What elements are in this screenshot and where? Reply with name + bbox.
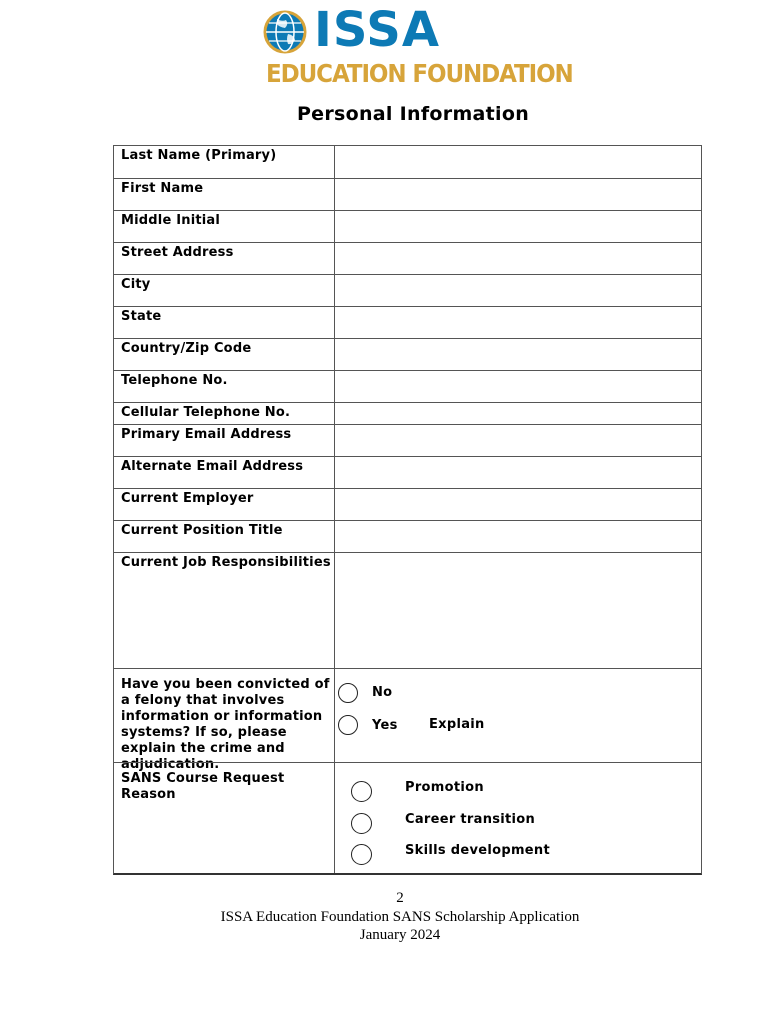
row-country-zip (114, 338, 701, 370)
telephone-field[interactable] (335, 371, 701, 402)
row-felony-question (114, 668, 701, 772)
row-job-responsibilities (114, 552, 701, 668)
row-state (114, 306, 701, 338)
felony-explain-label: Explain (429, 717, 485, 732)
field-label: Current Position Title (121, 523, 283, 538)
row-street-address (114, 242, 701, 274)
field-label: Country/Zip Code (121, 341, 252, 356)
position-title-field[interactable] (335, 521, 701, 552)
cellular-telephone-field[interactable] (335, 403, 701, 425)
sans-reason-label: SANS Course Request Reason (121, 771, 285, 802)
felony-yes-radio[interactable] (338, 715, 358, 735)
row-first-name (114, 178, 701, 210)
field-label: Cellular Telephone No. (121, 405, 291, 420)
career-transition-radio[interactable] (351, 813, 372, 834)
current-employer-field[interactable] (335, 489, 701, 520)
row-telephone (114, 370, 701, 402)
globe-icon (263, 10, 307, 54)
logo-wordmark: ISSA (314, 2, 440, 58)
logo-subtitle: EDUCATION FOUNDATION (266, 59, 573, 88)
row-alternate-email (114, 456, 701, 488)
felony-no-radio[interactable] (338, 683, 358, 703)
row-sans-reason (114, 762, 701, 874)
field-label: State (121, 309, 162, 324)
field-label: Primary Email Address (121, 427, 292, 442)
primary-email-field[interactable] (335, 425, 701, 456)
personal-info-form (113, 145, 702, 875)
felony-question-text: Have you been convicted of a felony that involves information or information systems? If so, please explain the crime and adjudication. (121, 677, 330, 772)
field-label: Alternate Email Address (121, 459, 304, 474)
field-label: City (121, 277, 151, 292)
field-label: Current Employer (121, 491, 254, 506)
row-cellular-telephone (114, 402, 701, 425)
middle-initial-field[interactable] (335, 211, 701, 242)
country-zip-field[interactable] (335, 339, 701, 370)
issa-logo (262, 2, 573, 92)
row-primary-email (114, 424, 701, 456)
row-middle-initial (114, 210, 701, 242)
promotion-label: Promotion (405, 780, 484, 795)
field-label: Middle Initial (121, 213, 221, 228)
promotion-radio[interactable] (351, 781, 372, 802)
felony-yes-label: Yes (372, 718, 398, 733)
skills-development-radio[interactable] (351, 844, 372, 865)
field-label: First Name (121, 181, 204, 196)
alternate-email-field[interactable] (335, 457, 701, 488)
skills-development-label: Skills development (405, 843, 550, 858)
page-number: 2 (396, 890, 404, 906)
row-city (114, 274, 701, 306)
job-responsibilities-field[interactable] (335, 553, 701, 668)
page-title: Personal Information (296, 103, 530, 125)
city-field[interactable] (335, 275, 701, 306)
row-current-employer (114, 488, 701, 520)
last-name-field[interactable] (335, 146, 701, 178)
field-label: Telephone No. (121, 373, 228, 388)
footer-doc-title: ISSA Education Foundation SANS Scholarship Application (220, 909, 580, 925)
row-last-name (114, 146, 701, 178)
state-field[interactable] (335, 307, 701, 338)
footer-date: January 2024 (359, 927, 441, 943)
field-label: Last Name (Primary) (121, 148, 277, 163)
row-position-title (114, 520, 701, 552)
career-transition-label: Career transition (405, 812, 536, 827)
field-label: Current Job Responsibilities (121, 555, 331, 570)
felony-no-label: No (372, 685, 393, 700)
street-address-field[interactable] (335, 243, 701, 274)
field-label: Street Address (121, 245, 234, 260)
first-name-field[interactable] (335, 179, 701, 210)
